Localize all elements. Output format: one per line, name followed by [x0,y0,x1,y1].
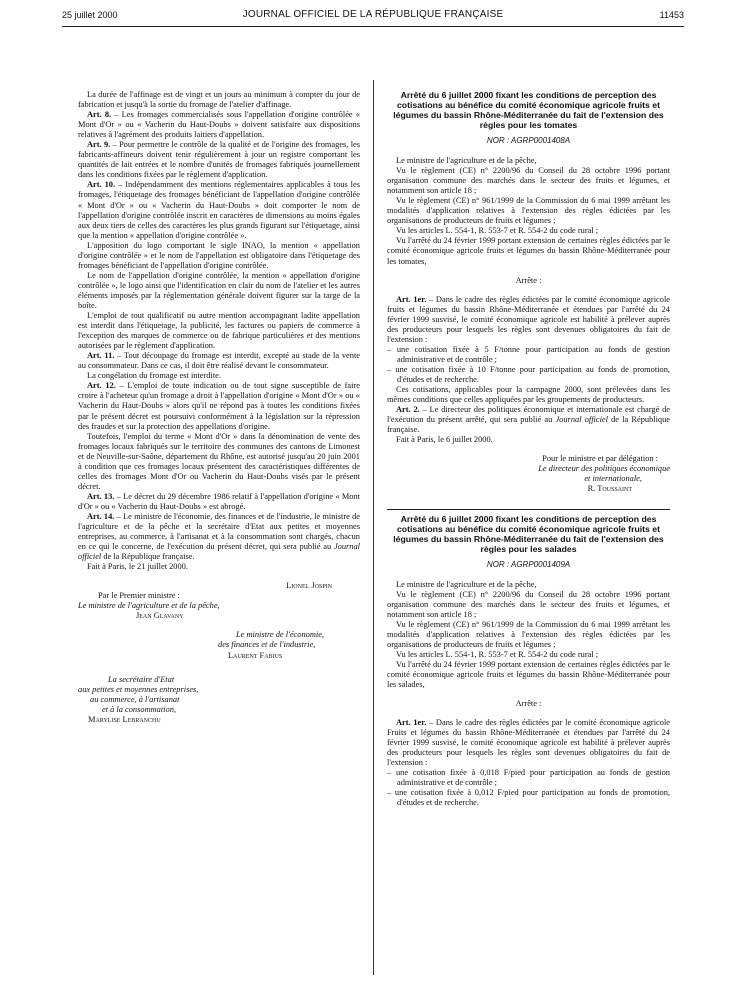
paragraph: Vu l'arrêté du 24 février 1999 portant extension de certaines règles édictées par le comité économique agricole fruits et légumes du bassin Rhône-Méditerranée pour les tomates, [387,236,670,266]
signatory: Lionel Jospin [286,581,332,591]
paragraph: Toutefois, l'emploi du terme « Mont d'Or » dans la dénomination de vente des fromages locaux fabriqués sur le territoire des communes des cantons de Limonest et de Neuville-sur-Saône, département du Rhône, est autorisé jusqu'au 20 juin 2001 à condition que ces fromages locaux présentent des caractéristiques différentes de celles des fromages Mont d'Or ou Vacherin du Haut-Doubs visés par le présent décret. [78,431,360,491]
article-13: Art. 13. – Le décret du 29 décembre 1986 relatif à l'appellation d'origine « Mont d'Or » ou « Vacherin du Haut-Doubs » est abrogé. [78,491,360,511]
paragraph: Vu les articles L. 554-1, R. 553-7 et R. 554-2 du code rural ; [396,649,599,659]
list-item: – une cotisation fixée à 0,018 F/pied pour participation au fonds de gestion administrative et de contrôle ; [387,768,670,788]
signatory: Laurent Fabius [228,650,283,660]
minister-title: au commerce, à l'artisanat [90,694,180,704]
paragraph: Vu le règlement (CE) n° 2200/96 du Conseil du 28 octobre 1996 portant organisation commune des marchés dans le secteur des fruits et légumes, et notamment son article 18 ; [387,589,670,619]
minister-title: et à la consommation, [102,704,176,714]
column-separator [373,80,374,975]
minister-title: Le ministre de l'agriculture et de la pêche, [78,601,220,611]
article-9: Art. 9. – Pour permettre le contrôle de la qualité et de l'origine des fromages, les fabricants-affineurs doivent tenir régulièrement à jour un registre comportant les quantités de lait entrées et le nombre d'unités de fromages fabriqués journellement dans les conditions fixées par le règlement d'application. [78,140,360,180]
nor-reference: NOR : AGRP0001409A [486,559,571,569]
paragraph: L'emploi de tout qualificatif ou autre mention accompagnant ladite appellation est interdit dans l'étiquetage, la publicité, les factures ou papiers de commerce à l'exception des marques de commerce ou de fabrique particulières et des mentions autorisées par le règlement d'application. [78,311,360,351]
delegation: Pour le ministre et par délégation : [542,454,658,464]
decree-title: Arrêté du 6 juillet 2000 fixant les conditions de perception des cotisations au bénéfice du comité économique agricole fruits et légumes du bassin Rhône-Méditerranée du fait de l'extension des règles pour les tomates [393,90,664,130]
left-column [78,90,360,725]
article-10: Art. 10. – Indépendamment des mentions réglementaires applicables à tous les fromages, l'étiquetage des fromages bénéficiant de l'appellation d'origine contrôlée « Mont d'Or » ou « Vacherin du Haut-Doubs » doit comporter le nom de l'appellation d'origine contrôlée inscrit en caractères de dimensions au moins égales aux deux tiers de celles des caractères les plus grands figurant sur l'étiquetage, ainsi que la mention « appellation d'origine contrôlée ». [78,180,360,240]
arrete-heading: Arrête : [515,275,542,285]
paragraph: Le ministre de l'agriculture et de la pêche, [396,156,537,166]
section-rule [387,509,670,510]
list-item: – une cotisation fixée à 10 F/tonne pour participation au fonds de promotion, d'études et de recherche. [387,364,670,384]
signatory: Marylise Lebranchu [88,714,161,724]
signature-date: Fait à Paris, le 21 juillet 2000. [87,562,188,572]
header-rule [62,26,684,27]
paragraph: Vu les articles L. 554-1, R. 553-7 et R. 554-2 du code rural ; [396,226,599,236]
paragraph: Le ministre de l'agriculture et de la pêche, [396,579,537,589]
header-title: JOURNAL OFFICIEL DE LA RÉPUBLIQUE FRANÇAISE [242,9,504,20]
paragraph: Vu le règlement (CE) n° 961/1999 de la Commission du 6 mai 1999 arrêtant les modalités d'application relatives à l'extension des règles édictées par les organisations de producteurs de fruits et légumes ; [387,196,670,226]
minister-title: La secrétaire d'Etat [108,674,175,684]
paragraph: Par le Premier ministre : [98,591,180,601]
arrete-heading: Arrête : [515,699,542,709]
signatory: Jean Glavany [136,611,184,621]
article-12: Art. 12. – L'emploi de toute indication ou de tout signe susceptible de faire croire à l'acheteur qu'un fromage a droit à l'appellation d'origine « Mont d'Or » ou « Vacherin du Haut-Doubs » alors qu'il ne répond pas à toutes les conditions fixées par le présent décret est poursuivi conformément à la législation sur la répression des fraudes et sur la protection des appellations d'origine. [78,381,360,431]
list-item: – une cotisation fixée à 0,012 F/pied pour participation au fonds de promotion, d'études et de recherche. [387,788,670,808]
right-column [387,90,670,809]
director-title: et internationale, [584,474,642,484]
article-1: Art. 1er. – Dans le cadre des règles édictées par le comité économique agricole fruits et légumes du bassin Rhône-Méditerranée et étendues par l'arrêté du 24 février 1999 susvisé, le comité économique agricole est habilité à prélever auprès des producteurs pour lesquels les règles sont devenues obligatoires du fait de l'extension : [387,294,670,344]
paragraph: L'apposition du logo comportant le sigle INAO, la mention « appellation d'origine contrôlée » et le nom de l'appellation est obligatoire dans l'étiquetage des fromages bénéficiant de l'appellation d'origine contrôlée. [78,240,360,270]
decree-title: Arrêté du 6 juillet 2000 fixant les conditions de perception des cotisations au bénéfice du comité économique agricole fruits et légumes du bassin Rhône-Méditerranée du fait de l'extension des règles pour les salades [393,513,664,554]
article-14: Art. 14. – Le ministre de l'économie, des finances et de l'industrie, le ministre de l'agriculture et de la pêche et la secrétaire d'Etat aux petites et moyennes entreprises, au commerce, à l'artisanat et à la consommation sont chargés, chacun en ce qui le concerne, de l'exécution du présent décret, qui sera publié au Journal officiel de la République française. [78,511,360,562]
minister-title: des finances et de l'industrie, [218,640,316,650]
page-header [62,6,684,22]
list-item: – une cotisation fixée à 5 F/tonne pour participation au fonds de gestion administrative et de contrôle ; [387,344,670,364]
article-11: Art. 11. – Tout découpage du fromage est interdit, excepté au stade de la vente au consommateur. Dans ce cas, il doit être réalisé devant le consommateur. [78,351,360,371]
header-date: 25 juillet 2000 [62,10,118,20]
minister-title: Le ministre de l'économie, [236,630,325,640]
paragraph: Vu le règlement (CE) n° 961/1999 de la Commission du 6 mai 1999 arrêtant les modalités d'application relatives à l'extension des règles édictées par les organisations de producteurs de fruits et légumes ; [387,619,670,649]
nor-reference: NOR : AGRP0001408A [486,136,571,145]
signature-date: Fait à Paris, le 6 juillet 2000. [396,435,493,445]
paragraph: Ces cotisations, applicables pour la campagne 2000, sont prélevées dans les mêmes conditions que celles appliquées par les groupements de producteurs. [387,385,670,405]
paragraph: Le nom de l'appellation d'origine contrôlée, la mention « appellation d'origine contrôlée », le logo ainsi que l'identification en clair du nom de l'atelier et les autres éléments imposés par la réglementation générale doivent figurer sur la targe de la boîte. [78,270,360,310]
page-number: 11453 [659,10,684,20]
paragraph: Vu le règlement (CE) n° 2200/96 du Conseil du 28 octobre 1996 portant organisation commune des marchés dans le secteur des fruits et légumes, et notamment son article 18 ; [387,166,670,196]
minister-title: aux petites et moyennes entreprises, [78,684,199,694]
paragraph: La durée de l'affinage est de vingt et un jours au minimum à compter du jour de fabrication et jusqu'à la sortie du fromage de l'atelier d'affinage. [78,90,360,110]
signatory: R. Toussaint [587,484,632,494]
paragraph: La congélation du fromage est interdite. [87,371,221,381]
paragraph: Vu l'arrêté du 24 février 1999 portant extension de certaines règles édictées par le comité économique agricole fruits et légumes du bassin Rhône-Méditerranée pour les salades, [387,659,670,690]
article-1: Art. 1er. – Dans le cadre des règles édictées par le comité économique agricole Fruits et légumes du bassin Rhône-Méditerranée et étendues par l'arrêté du 24 février 1999 susvisé, le comité économique agricole est habilité à prélever auprès des producteurs pour lesquels les règles sont devenues obligatoires du fait de l'extension : [387,718,670,768]
director-title: Le directeur des politiques économique [538,464,670,474]
article-2: Art. 2. – Le directeur des politiques économique et internationale est chargé de l'exécution du présent arrêté, qui sera publié au Journal officiel de la République française. [387,405,671,435]
article-8: Art. 8. – Les fromages commercialisés sous l'appellation d'origine contrôlée « Mont d'Or » ou « Vacherin du Haut-Doubs » doivent satisfaire aux dispositions relatives à l'agrément des produits laitiers d'appellation. [78,110,361,140]
